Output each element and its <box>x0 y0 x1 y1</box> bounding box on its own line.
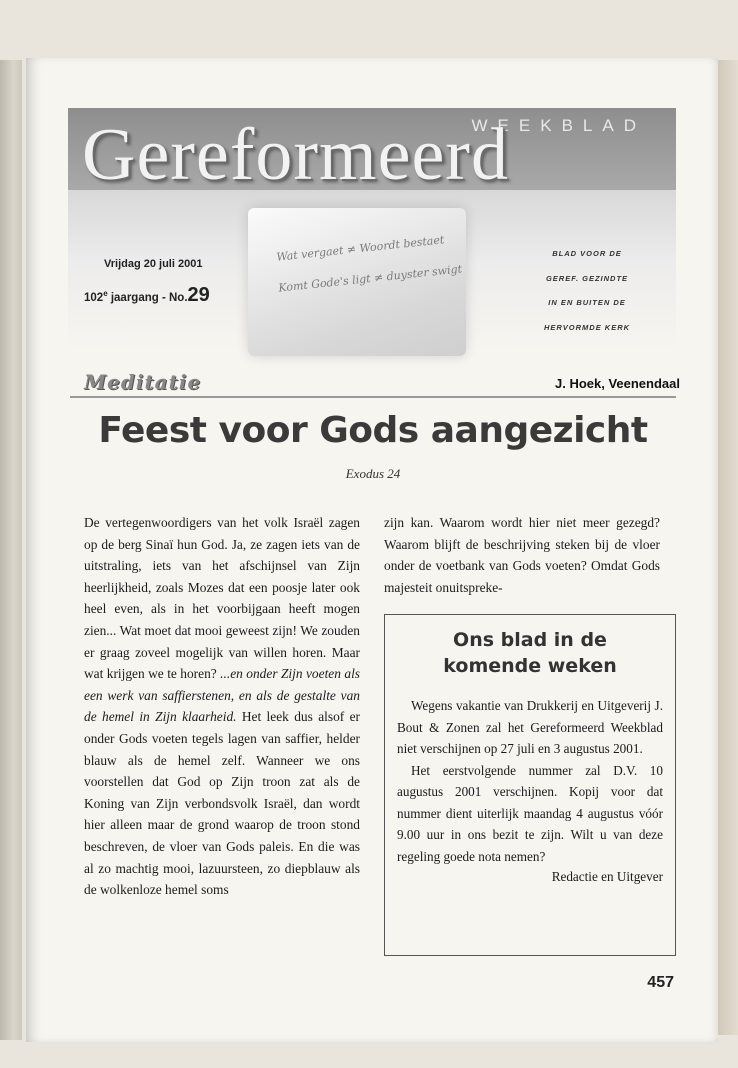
notice-paragraph: Het eerstvolgende nummer zal D.V. 10 augustus 2001 verschijnen. Kopij voor dat nummer dient uiterlijk maandag 4 augustus vóór 9.00 uur in ons bezit te zijn. Wilt u van deze regeling goede nota nemen? <box>397 762 663 864</box>
tagline-line: GEREF. GEZINDTE <box>545 273 629 283</box>
issue-number: 29 <box>187 284 210 306</box>
article-author: J. Hoek, Veenendaal <box>554 376 680 391</box>
year-superscript: e <box>103 289 108 299</box>
notice-title <box>385 627 675 679</box>
article-text: De vertegenwoordigers van het volk Israël zagen op de berg Sinaï hun God. Ja, ze zagen iets van de uitstraling, iets van het afschijnsel van Zijn heerlijkheid, zoals Mozes dat een poosje later ook heel even, als in het voorbijgaan heeft mogen zien... Wat moet dat mooi geweest zijn! We zouden er graag zoveel mogelijk van willen horen. Maar wat krijgen we te horen? <box>84 515 360 682</box>
scripture-reference: Exodus 24 <box>345 466 401 481</box>
open-bible-illustration <box>248 208 466 356</box>
article-headline: Feest voor Gods aangezicht <box>98 410 648 451</box>
page-stack-edge <box>716 60 738 1035</box>
masthead-kicker: WEEKBLAD <box>471 116 646 135</box>
masthead <box>68 108 676 190</box>
article-text-continued: Het leek dus alsof er onder Gods voeten tegels lagen van saffier, helder blauw als de hemel zelf. Wanneer we ons voorstellen dat God op Zijn troon zat als de Koning van Zijn verbondsvolk Israël, dan wordt hier alleen maar de grond waarop de troon stond beschreven, de vloer van Gods paleis. En die was al zo machtig mooi, lazuursteen, zo diepblauw als de wolkenloze hemel soms <box>84 709 360 898</box>
article-column-left <box>84 512 360 901</box>
notice-box <box>384 614 676 956</box>
notice-title-line: Ons blad in de <box>453 629 607 651</box>
page-number: 457 <box>647 974 674 991</box>
notice-body <box>397 695 663 867</box>
article-text-right: zijn kan. Waarom wordt hier niet meer gezegd? Waarom blijft de beschrijving steken bij de vloer onder de voetbank van Gods voeten? Omdat Gods majesteit onuitspreke- <box>384 515 660 595</box>
issue-info <box>84 284 210 307</box>
issue-date: Vrijdag 20 juli 2001 <box>104 258 203 270</box>
motto-line-2: Komt Gode's ligt ≠ duyster swigt <box>277 262 463 295</box>
tagline-line: IN EN BUITEN DE <box>548 298 626 307</box>
tagline-line: HERVORMDE KERK <box>543 322 631 332</box>
article-column-right <box>384 512 660 598</box>
tagline <box>528 242 646 340</box>
section-rule <box>70 396 676 398</box>
facing-page-edge <box>0 60 22 1040</box>
notice-title-line: komende weken <box>443 655 617 677</box>
year-suffix: jaargang - <box>107 292 169 304</box>
notice-signature: Redactie en Uitgever <box>551 869 663 884</box>
motto-line-1: Wat vergaet ≠ Woordt bestaet <box>275 233 445 264</box>
section-label: Meditatie <box>84 370 202 394</box>
article-quote: ...en onder Zijn voeten als een werk van saffierstenen, en als de gestalte van de hemel in Zijn klaarheid. <box>84 666 360 725</box>
year-number: 102 <box>84 292 104 304</box>
tagline-line: BLAD VOOR DE <box>552 249 622 258</box>
masthead-title: Gereformeerd <box>82 114 509 190</box>
issue-prefix: No. <box>169 292 188 304</box>
notice-paragraph: Wegens vakantie van Drukkerij en Uitgeverij J. Bout & Zonen zal het Gereformeerd Weekblad niet verschijnen op 27 juli en 3 augustus 2001. <box>397 698 663 756</box>
